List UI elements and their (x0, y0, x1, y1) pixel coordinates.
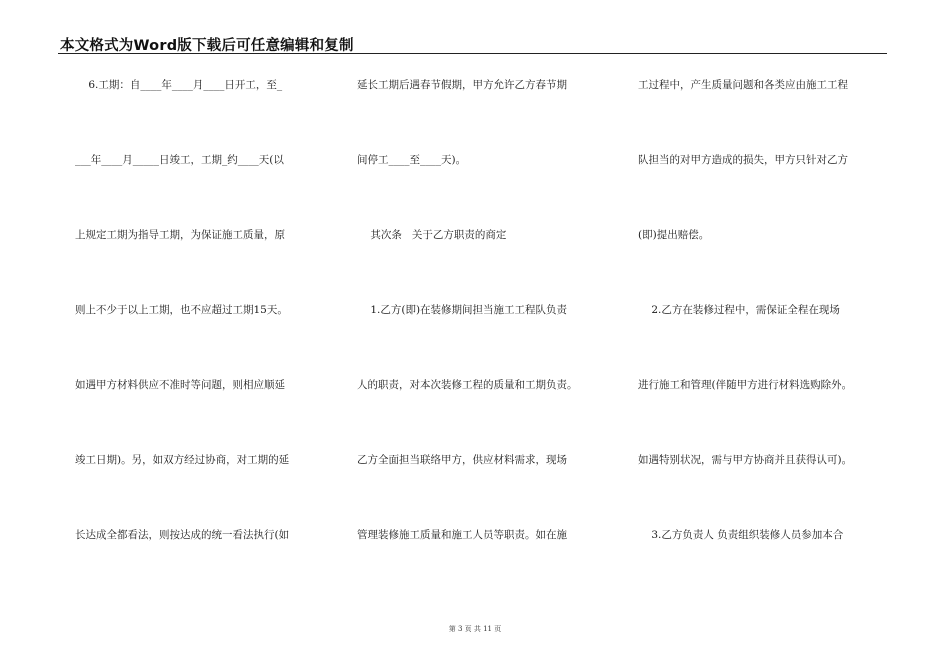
text-line: 2.乙方在装修过程中，需保证全程在现场 (638, 304, 840, 316)
text-line: 工过程中，产生质量问题和各类应由施工工程 (638, 79, 848, 91)
text-line: ___年____月_____日竣工，工期_约____天(以 (75, 154, 284, 166)
text-line: 乙方全面担当联络甲方，供应材料需求，现场 (357, 454, 567, 466)
text-line: 间停工____至____天)。 (357, 154, 467, 166)
text-line: 队担当的对甲方造成的损失，甲方只针对乙方 (638, 154, 848, 166)
document-header-title: 本文格式为Word版下载后可任意编辑和复制 (60, 38, 354, 54)
text-line: 如遇甲方材料供应不准时等问题，则相应顺延 (75, 379, 285, 391)
text-line: 1.乙方(即)在装修期间担当施工工程队负责 (357, 304, 568, 316)
text-line: 管理装修施工质量和施工人员等职责。如在施 (357, 529, 567, 541)
text-line: 延长工期后遇春节假期，甲方允许乙方春节期 (357, 79, 567, 91)
section-heading: 其次条 关于乙方职责的商定 (357, 229, 507, 241)
text-line: (即)提出赔偿。 (638, 229, 710, 241)
text-line: 上规定工期为指导工期，为保证施工质量，原 (75, 229, 285, 241)
text-line: 人的职责，对本次装修工程的质量和工期负责。 (357, 379, 578, 391)
text-line: 进行施工和管理(伴随甲方进行材料选购除外。 (638, 379, 853, 391)
text-line: 3.乙方负责人 负责组织装修人员参加本合 (638, 529, 844, 541)
page-number-footer: 第 3 页 共 11 页 (448, 625, 502, 633)
header-divider (58, 53, 887, 54)
text-line: 竣工日期)。另，如双方经过协商，对工期的延 (75, 454, 290, 466)
text-line: 如遇特别状况，需与甲方协商并且获得认可)。 (638, 454, 853, 466)
text-line: 6.工期：自____年____月____日开工，至_ (75, 79, 283, 91)
text-line: 则上不少于以上工期，也不应超过工期15天。 (75, 304, 288, 316)
text-line: 长达成全都看法，则按达成的统一看法执行(如 (75, 529, 290, 541)
